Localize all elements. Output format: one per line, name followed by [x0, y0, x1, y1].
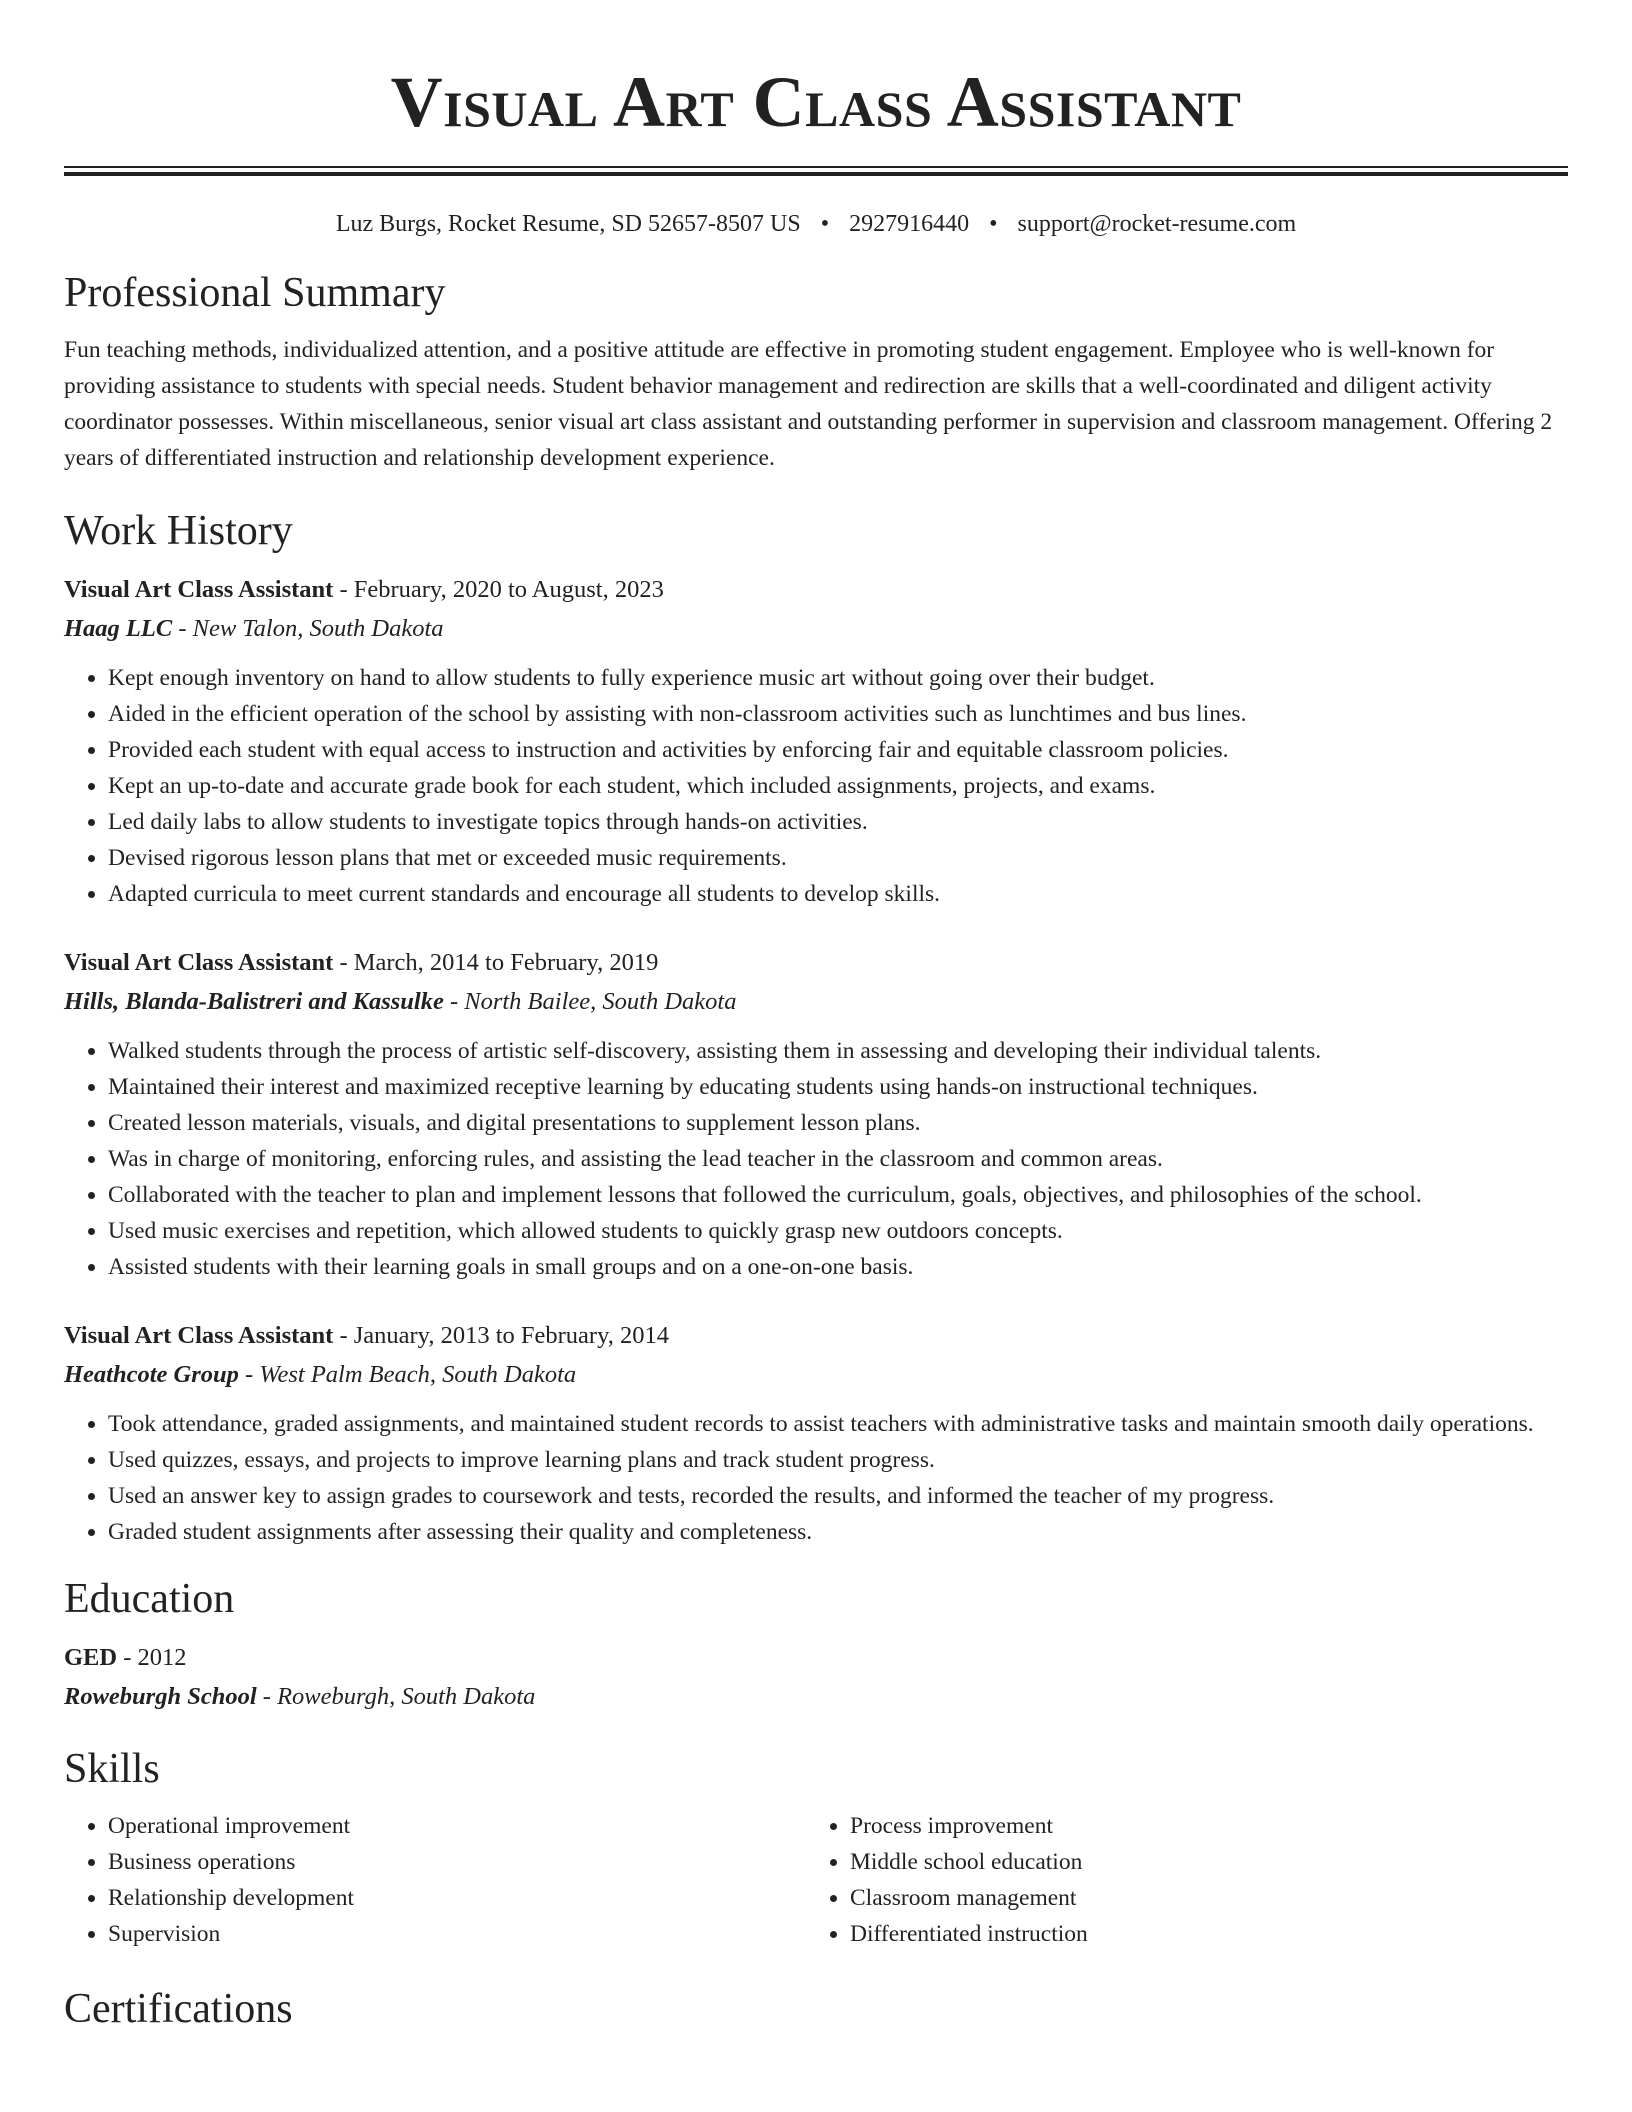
job-company: Haag LLC [64, 615, 173, 642]
job-bullet: • Kept enough inventory on hand to allow students to fully experience music art without going over their budget. [108, 660, 1568, 696]
education-location: - Roweburgh, South Dakota [256, 1683, 536, 1710]
job-bullets [64, 1033, 1568, 1285]
work-history-heading: Work History [64, 508, 293, 554]
skills-heading: Skills [64, 1746, 160, 1792]
education-entry [64, 1638, 1568, 1716]
education-school: Roweburgh School [64, 1683, 257, 1710]
job-role: Visual Art Class Assistant [64, 576, 334, 603]
job-location: - New Talon, South Dakota [172, 615, 444, 642]
contact-separator: • [989, 211, 998, 237]
job-bullet: • Kept an up-to-date and accurate grade book for each student, which included assignments, projects, and exams. [108, 768, 1568, 804]
summary-text: Fun teaching methods, individualized attention, and a positive attitude are effective in promoting student engagement. Employee who is well-known for providing assistance to students with special needs. Student behavior management and redirection are skills that a well-coordinated and diligent activity coordinator possesses. Within miscellaneous, senior visual art class assistant and outstanding performer in supervision and classroom management. Offering 2 years of differentiated instruction and relationship development experience. [64, 337, 1553, 471]
job-title-line [64, 1316, 1568, 1355]
contact-address: Luz Burgs, Rocket Resume, SD 52657-8507 US [335, 211, 801, 237]
skill-item: • Middle school education [850, 1844, 1548, 1880]
job-location: - North Bailee, South Dakota [443, 988, 737, 1015]
job-bullet: • Provided each student with equal access to instruction and activities by enforcing fair and equitable classroom policies. [108, 732, 1568, 768]
job-location: - West Palm Beach, South Dakota [238, 1361, 577, 1388]
job-bullet: • Aided in the efficient operation of the school by assisting with non-classroom activities such as lunchtimes and bus lines. [108, 696, 1568, 732]
job-entry [64, 1316, 1568, 1550]
job-bullet: • Used an answer key to assign grades to coursework and tests, recorded the results, and informed the teacher of my progress. [108, 1478, 1568, 1514]
job-bullet: • Devised rigorous lesson plans that met or exceeded music requirements. [108, 840, 1568, 876]
education-school-line [64, 1677, 1568, 1716]
job-bullet: • Used music exercises and repetition, which allowed students to quickly grasp new outdoors concepts. [108, 1213, 1568, 1249]
education-heading: Education [64, 1576, 235, 1622]
job-bullets [64, 660, 1568, 912]
job-title-line [64, 570, 1568, 609]
job-entry [64, 943, 1568, 1285]
job-bullet: • Adapted curricula to meet current standards and encourage all students to develop skills. [108, 876, 1568, 912]
title-divider [64, 166, 1568, 176]
contact-line [64, 208, 1568, 240]
skill-item: • Operational improvement [108, 1808, 806, 1844]
skill-item: • Process improvement [850, 1808, 1548, 1844]
job-bullet: • Took attendance, graded assignments, and maintained student records to assist teachers with administrative tasks and maintain smooth daily operations. [108, 1406, 1568, 1442]
job-role: Visual Art Class Assistant [64, 1322, 334, 1349]
job-bullet: • Created lesson materials, visuals, and digital presentations to supplement lesson plans. [108, 1105, 1568, 1141]
resume-page [64, 0, 1568, 2034]
education-degree: GED [64, 1644, 118, 1671]
contact-phone: 2927916440 [849, 211, 970, 237]
job-bullet: • Assisted students with their learning goals in small groups and on a one-on-one basis. [108, 1249, 1568, 1285]
job-company-line [64, 1355, 1568, 1394]
job-company-line [64, 609, 1568, 648]
skill-item: • Classroom management [850, 1880, 1548, 1916]
job-bullet: • Used quizzes, essays, and projects to improve learning plans and track student progress. [108, 1442, 1568, 1478]
skill-item: • Supervision [108, 1916, 806, 1952]
skill-item: • Business operations [108, 1844, 806, 1880]
job-bullet: • Walked students through the process of artistic self-discovery, assisting them in assessing and developing their individual talents. [108, 1033, 1568, 1069]
job-dates: - March, 2014 to February, 2019 [333, 949, 659, 976]
job-bullet: • Maintained their interest and maximized receptive learning by educating students using hands-on instructional techniques. [108, 1069, 1568, 1105]
skill-item: • Differentiated instruction [850, 1916, 1548, 1952]
contact-separator: • [820, 211, 830, 237]
education-year: - 2012 [117, 1644, 187, 1671]
job-title-line [64, 943, 1568, 982]
job-bullet: • Led daily labs to allow students to investigate topics through hands-on activities. [108, 804, 1568, 840]
skill-item: • Relationship development [108, 1880, 806, 1916]
job-bullet: • Was in charge of monitoring, enforcing rules, and assisting the lead teacher in the classroom and common areas. [108, 1141, 1568, 1177]
skills-grid [64, 1808, 1568, 1952]
certifications-heading: Certifications [64, 1986, 293, 2032]
job-bullets [64, 1406, 1568, 1550]
job-company: Heathcote Group [64, 1361, 239, 1388]
job-role: Visual Art Class Assistant [64, 949, 334, 976]
resume-title: Visual Art Class Assistant [390, 62, 1242, 142]
job-company: Hills, Blanda-Balistreri and Kassulke [64, 988, 444, 1015]
job-dates: - January, 2013 to February, 2014 [333, 1322, 669, 1349]
skills-column-left [64, 1808, 806, 1952]
job-company-line [64, 982, 1568, 1021]
job-bullet: • Graded student assignments after assessing their quality and completeness. [108, 1514, 1568, 1550]
summary-heading: Professional Summary [64, 270, 446, 316]
skills-column-right [806, 1808, 1548, 1952]
job-entry [64, 570, 1568, 912]
job-bullet: • Collaborated with the teacher to plan and implement lessons that followed the curriculum, goals, objectives, and philosophies of the school. [108, 1177, 1568, 1213]
contact-email: support@rocket-resume.com [1017, 211, 1297, 237]
education-degree-line [64, 1638, 1568, 1677]
job-dates: - February, 2020 to August, 2023 [333, 576, 664, 603]
